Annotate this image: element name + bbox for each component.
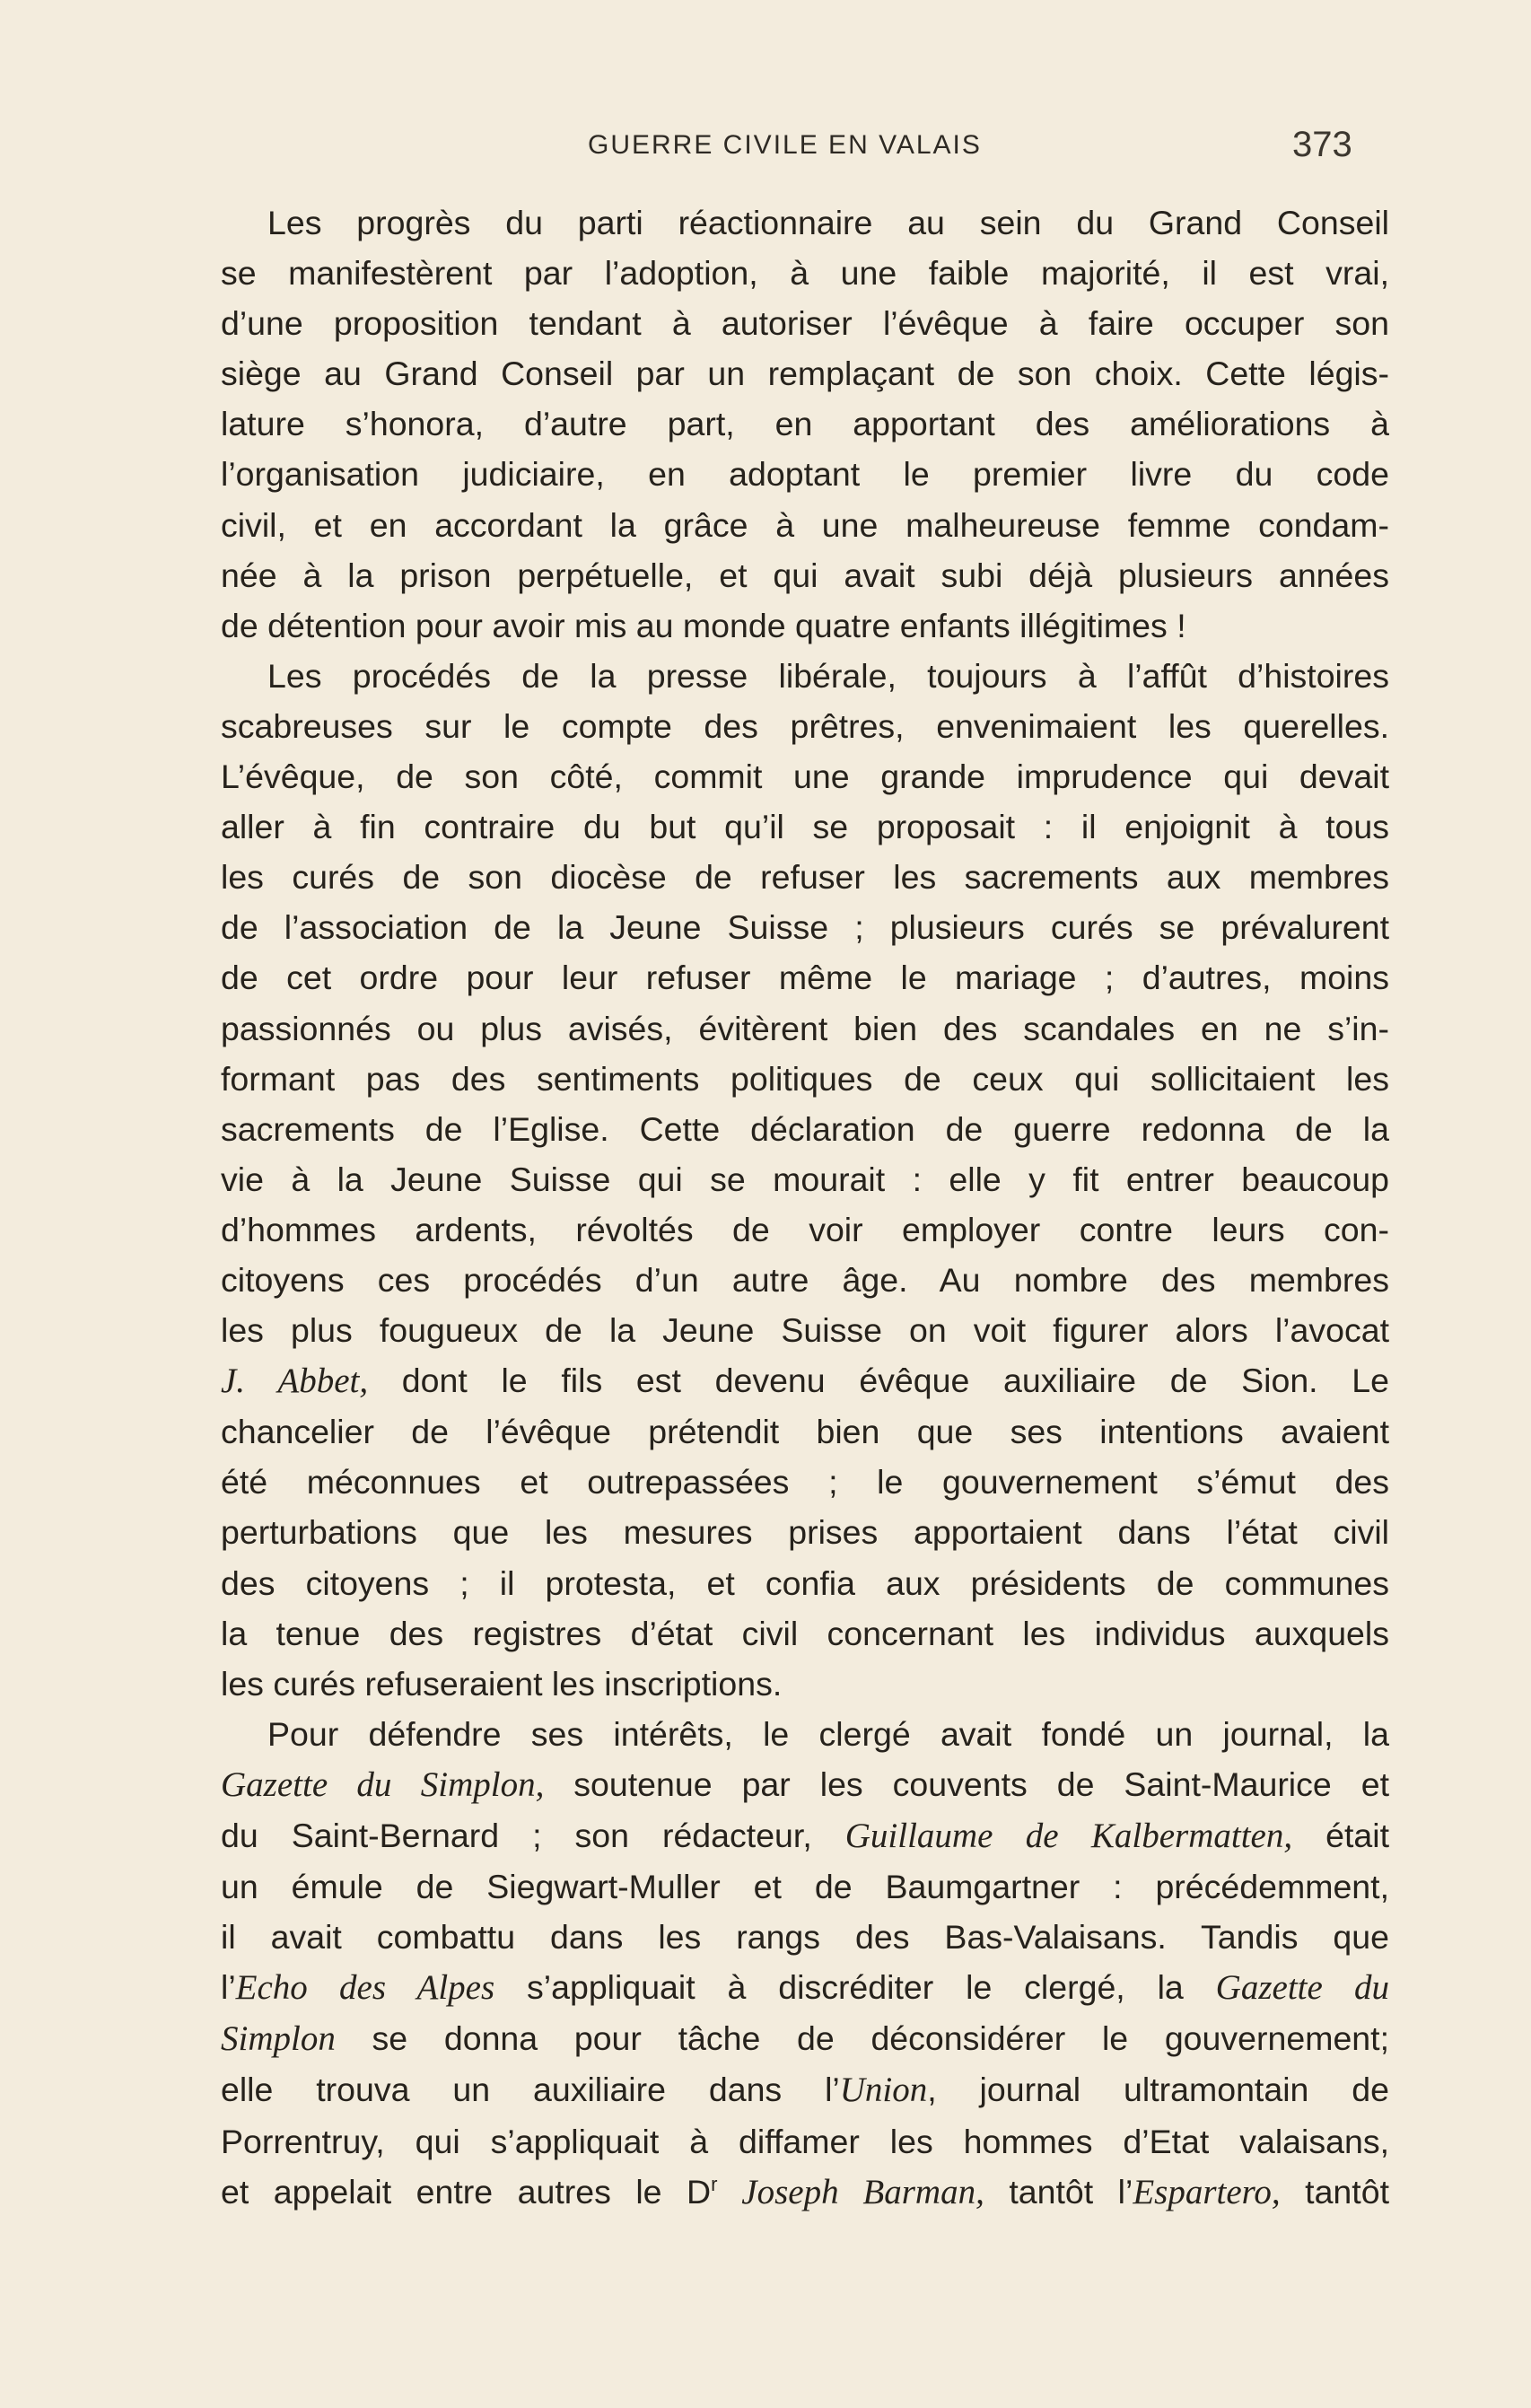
text-run: était [1292, 1817, 1389, 1854]
paragraph-3 [221, 1709, 1389, 2218]
text-line [221, 1962, 1389, 2013]
page-header [0, 125, 1531, 175]
text-line: siège au Grand Conseil par un remplaçant de son choix. Cette légis- [221, 355, 1389, 393]
paragraph-1 [221, 197, 1389, 651]
text-line: les curés de son diocèse de refuser les sacrements aux membres [221, 858, 1389, 897]
text-line: de l’association de la Jeune Suisse ; plusieurs curés se prévalurent [221, 908, 1389, 947]
text-line: l’organisation judiciaire, en adoptant le premier livre du code [221, 455, 1389, 494]
newspaper-title: Gazette du [1215, 1968, 1390, 2008]
text-line: se manifestèrent par l’adoption, à une faible majorité, il est vrai, [221, 254, 1389, 293]
text-line: il avait combattu dans les rangs des Bas-Valaisans. Tandis que [221, 1918, 1389, 1957]
newspaper-title: Simplon [221, 2019, 336, 2059]
text-line: L’évêque, de son côté, commit une grande imprudence qui devait [221, 757, 1389, 796]
person-name: Guillaume de Kalbermatten, [844, 1817, 1293, 1855]
text-line: scabreuses sur le compte des prêtres, envenimaient les querelles. [221, 706, 1389, 745]
newspaper-title: Union [839, 2071, 928, 2110]
text-line: formant pas des sentiments politiques de ceux qui sollicitaient les [221, 1059, 1389, 1098]
text-run: elle trouva un auxiliaire dans l’ [221, 2071, 840, 2109]
text-line: aller à fin contraire du but qu’il se proposait : il enjoignit à tous [221, 808, 1389, 846]
text-line: Les procédés de la presse libérale, toujours à l’affût d’histoires [267, 656, 1389, 695]
text-line: citoyens ces procédés d’un autre âge. Au nombre des membres [221, 1260, 1389, 1299]
newspaper-title: Echo des Alpes [235, 1968, 495, 2008]
text-run: , journal ultramontain de [927, 2071, 1389, 2109]
text-line [221, 1810, 1389, 1861]
newspaper-title: Gazette du Simplon, [221, 1764, 545, 1804]
text-line: perturbations que les mesures prises apportaient dans l’état civil [221, 1513, 1389, 1552]
text-line: civil, et en accordant la grâce à une malheureuse femme condam- [221, 505, 1389, 544]
person-name: J. Abbet, [221, 1362, 369, 1401]
page-number: 373 [1292, 125, 1352, 164]
text-run: tantôt [1280, 2172, 1389, 2211]
text-run: tantôt l’ [984, 2172, 1133, 2211]
text-run: se donna pour tâche de déconsidérer le gouvernement; [335, 2019, 1389, 2058]
text-line: Pour défendre ses intérêts, le clergé avait fondé un journal, la [267, 1714, 1389, 1753]
text-run: soutenue par les couvents de Saint-Maurice et [544, 1764, 1389, 1803]
running-title: GUERRE CIVILE EN VALAIS [588, 130, 982, 160]
text-line: Les progrès du parti réactionnaire au sein du Grand Conseil [267, 204, 1389, 241]
text-line: chancelier de l’évêque prétendit bien que ses intentions avaient [221, 1413, 1389, 1451]
text-line [221, 2167, 1389, 2218]
text-run: du Saint-Bernard ; son rédacteur, [221, 1817, 845, 1854]
text-run: et appelait entre autres le D [221, 2172, 712, 2211]
person-name: Joseph Barman, [717, 2172, 984, 2211]
page-body [221, 197, 1389, 2218]
text-line [221, 1355, 1389, 1406]
text-line: de cet ordre pour leur refuser même le mariage ; d’autres, moins [221, 959, 1389, 997]
nickname: Espartero, [1133, 2172, 1281, 2211]
text-run: s’appliquait à discréditer le clergé, la [494, 1968, 1216, 2007]
text-line: sacrements de l’Eglise. Cette déclaration de guerre redonna de la [221, 1109, 1389, 1148]
text-line: née à la prison perpétuelle, et qui avait subi déjà plusieurs années [221, 556, 1389, 594]
text-line: passionnés ou plus avisés, évitèrent bien des scandales en ne s’in- [221, 1009, 1389, 1047]
text-line: été méconnues et outrepassées ; le gouvernement s’émut des [221, 1463, 1389, 1502]
text-line: les curés refuseraient les inscriptions. [221, 1664, 783, 1703]
text-line: de détention pour avoir mis au monde quatre enfants illégitimes ! [221, 606, 1186, 644]
text-line [221, 1759, 1389, 1810]
text-line: la tenue des registres d’état civil concernant les individus auxquels [221, 1614, 1389, 1652]
text-line: un émule de Siegwart-Muller et de Baumgartner : précédemment, [221, 1868, 1389, 1906]
text-line: d’hommes ardents, révoltés de voir employer contre leurs con- [221, 1210, 1389, 1248]
text-line [221, 2013, 1389, 2064]
text-line: d’une proposition tendant à autoriser l’évêque à faire occuper son [221, 304, 1389, 343]
text-line: des citoyens ; il protesta, et confia aux présidents de communes [221, 1563, 1389, 1602]
text-line: les plus fougueux de la Jeune Suisse on voit figurer alors l’avocat [221, 1311, 1389, 1350]
text-line: Porrentruy, qui s’appliquait à diffamer les hommes d’Etat valaisans, [221, 2122, 1389, 2160]
text-run: l’ [221, 1968, 236, 2007]
text-line: lature s’honora, d’autre part, en apportant des améliorations à [221, 405, 1389, 443]
superscript: r [711, 2172, 718, 2195]
paragraph-2 [221, 651, 1389, 1709]
text-line [221, 2064, 1389, 2115]
text-line: vie à la Jeune Suisse qui se mourait : elle y fit entrer beaucoup [221, 1160, 1389, 1198]
text-run: dont le fils est devenu évêque auxiliaire de Sion. Le [368, 1362, 1390, 1400]
